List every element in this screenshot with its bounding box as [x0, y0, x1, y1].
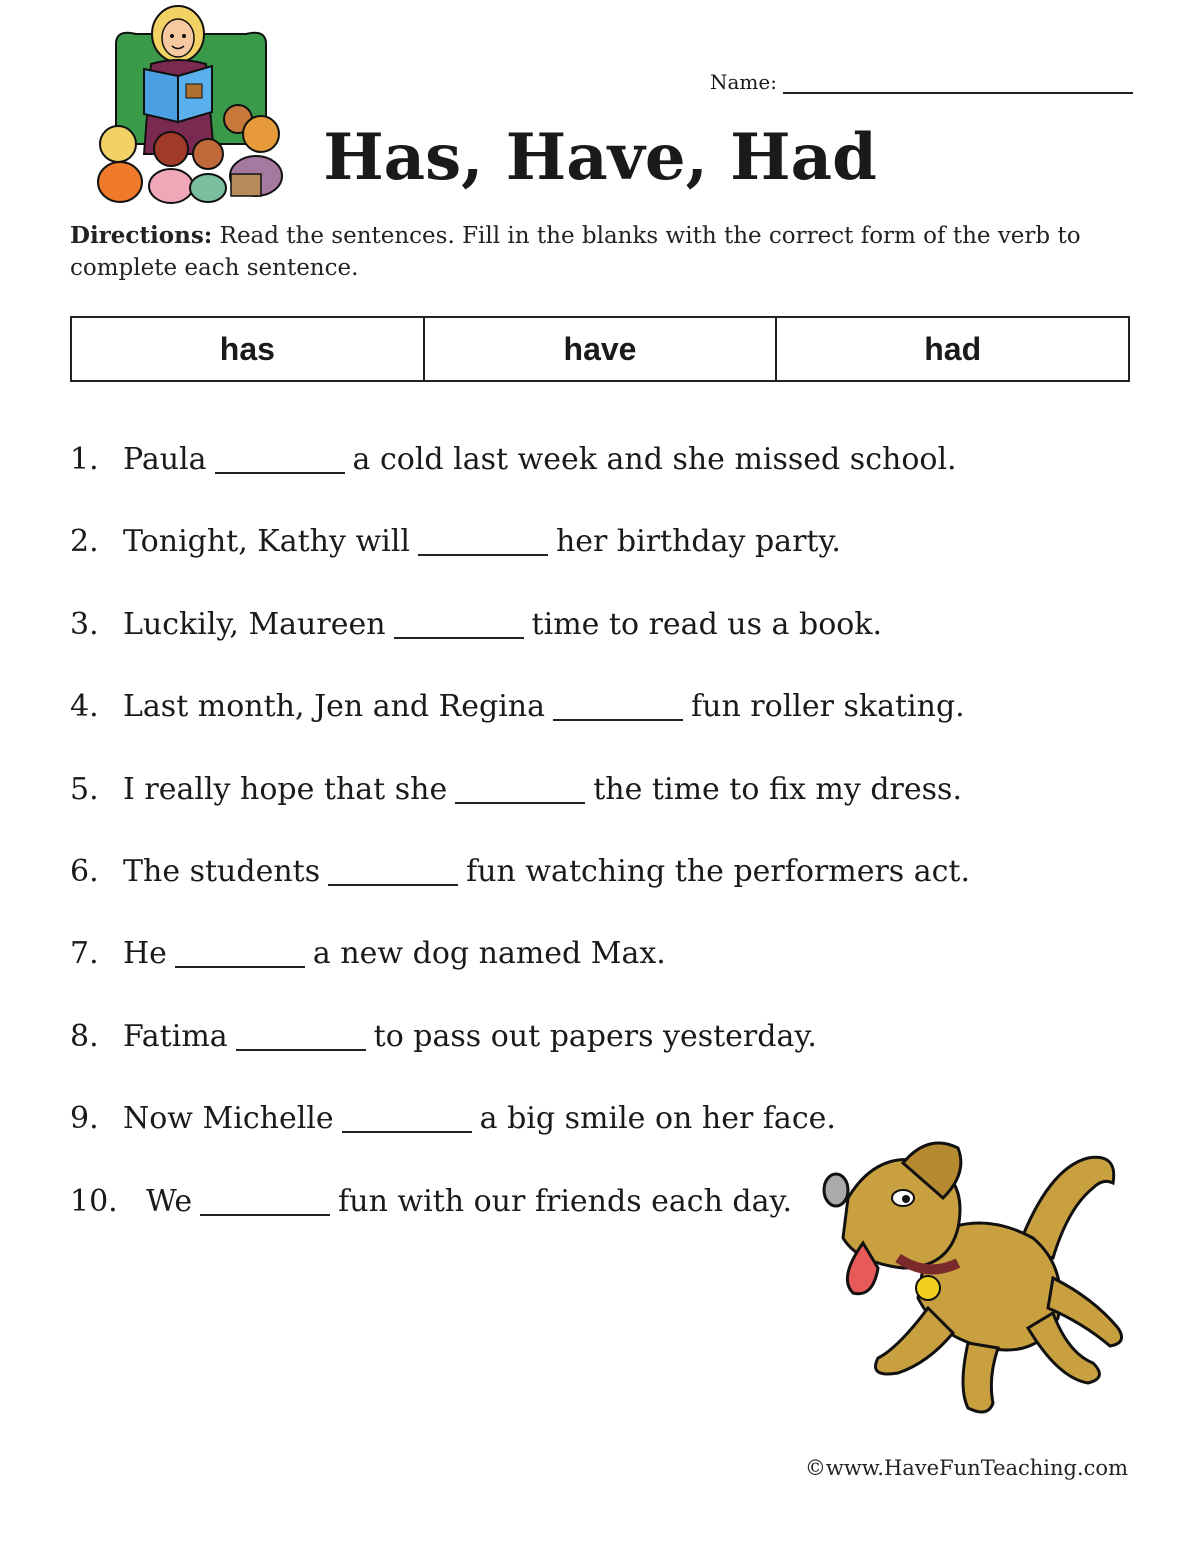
- answer-blank[interactable]: [175, 936, 305, 968]
- answer-blank[interactable]: [418, 524, 548, 556]
- answer-blank[interactable]: [200, 1184, 330, 1216]
- question-text-after: a big smile on her face.: [479, 1101, 836, 1137]
- word-bank-have: have: [425, 318, 778, 380]
- question-text-after: fun with our friends each day.: [338, 1183, 793, 1219]
- question-text-after: a new dog named Max.: [312, 936, 666, 972]
- question-number: 9.: [70, 1101, 99, 1137]
- question-item: [70, 936, 970, 1018]
- question-text-before: Tonight, Kathy will: [123, 524, 410, 560]
- question-number: 5.: [70, 771, 99, 807]
- question-number: 4.: [70, 689, 99, 725]
- directions-text: Read the sentences. Fill in the blanks with the correct form of the verb to complete each sentence.: [70, 223, 1081, 281]
- copyright-text: ©www.HaveFunTeaching.com: [804, 1456, 1128, 1480]
- question-text-after: to pass out papers yesterday.: [373, 1018, 817, 1054]
- worksheet-title: [0, 120, 1200, 195]
- question-text-before: Luckily, Maureen: [123, 606, 386, 642]
- name-label: Name:: [710, 70, 777, 94]
- question-item: [70, 854, 970, 936]
- word-bank: [70, 316, 1130, 382]
- answer-blank[interactable]: [236, 1019, 366, 1051]
- answer-blank[interactable]: [553, 689, 683, 721]
- question-item: [70, 1019, 970, 1101]
- question-number: 7.: [70, 936, 99, 972]
- dog-illustration: [818, 1128, 1138, 1428]
- name-blank-line[interactable]: [783, 70, 1133, 94]
- question-number: 3.: [70, 606, 99, 642]
- answer-blank[interactable]: [342, 1101, 472, 1133]
- question-number: 6.: [70, 853, 99, 889]
- question-text-after: her birthday party.: [555, 524, 841, 560]
- question-text-before: Now Michelle: [123, 1101, 334, 1137]
- question-item: [70, 442, 970, 524]
- question-number: 10.: [70, 1183, 118, 1219]
- answer-blank[interactable]: [215, 442, 345, 474]
- question-number: 8.: [70, 1018, 99, 1054]
- question-text-before: I really hope that she: [123, 771, 448, 807]
- question-number: 1.: [70, 442, 99, 477]
- question-text-before: Fatima: [123, 1018, 228, 1054]
- question-text-before: Paula: [123, 442, 207, 477]
- directions-label: Directions:: [70, 222, 213, 249]
- directions: [70, 220, 1130, 284]
- title-text: Has, Have, Had: [323, 120, 877, 195]
- answer-blank[interactable]: [328, 854, 458, 886]
- question-text-before: Last month, Jen and Regina: [123, 689, 546, 725]
- question-item: [70, 524, 970, 606]
- word-bank-had: had: [924, 330, 982, 367]
- question-text-before: We: [146, 1183, 193, 1219]
- question-item: [70, 689, 970, 771]
- answer-blank[interactable]: [455, 772, 585, 804]
- question-text-before: The students: [122, 853, 321, 889]
- question-text-after: fun watching the performers act.: [466, 853, 970, 889]
- question-text-before: He: [123, 936, 167, 972]
- question-text-after: a cold last week and she missed school.: [352, 442, 957, 477]
- word-bank-has: has: [72, 318, 425, 380]
- answer-blank[interactable]: [394, 607, 524, 639]
- question-text-after: fun roller skating.: [691, 689, 965, 725]
- question-text-after: time to read us a book.: [531, 606, 883, 642]
- question-item: [70, 607, 970, 689]
- question-text-after: the time to fix my dress.: [593, 771, 962, 807]
- question-item: [70, 772, 970, 854]
- name-field[interactable]: [710, 70, 1133, 94]
- question-number: 2.: [70, 524, 99, 560]
